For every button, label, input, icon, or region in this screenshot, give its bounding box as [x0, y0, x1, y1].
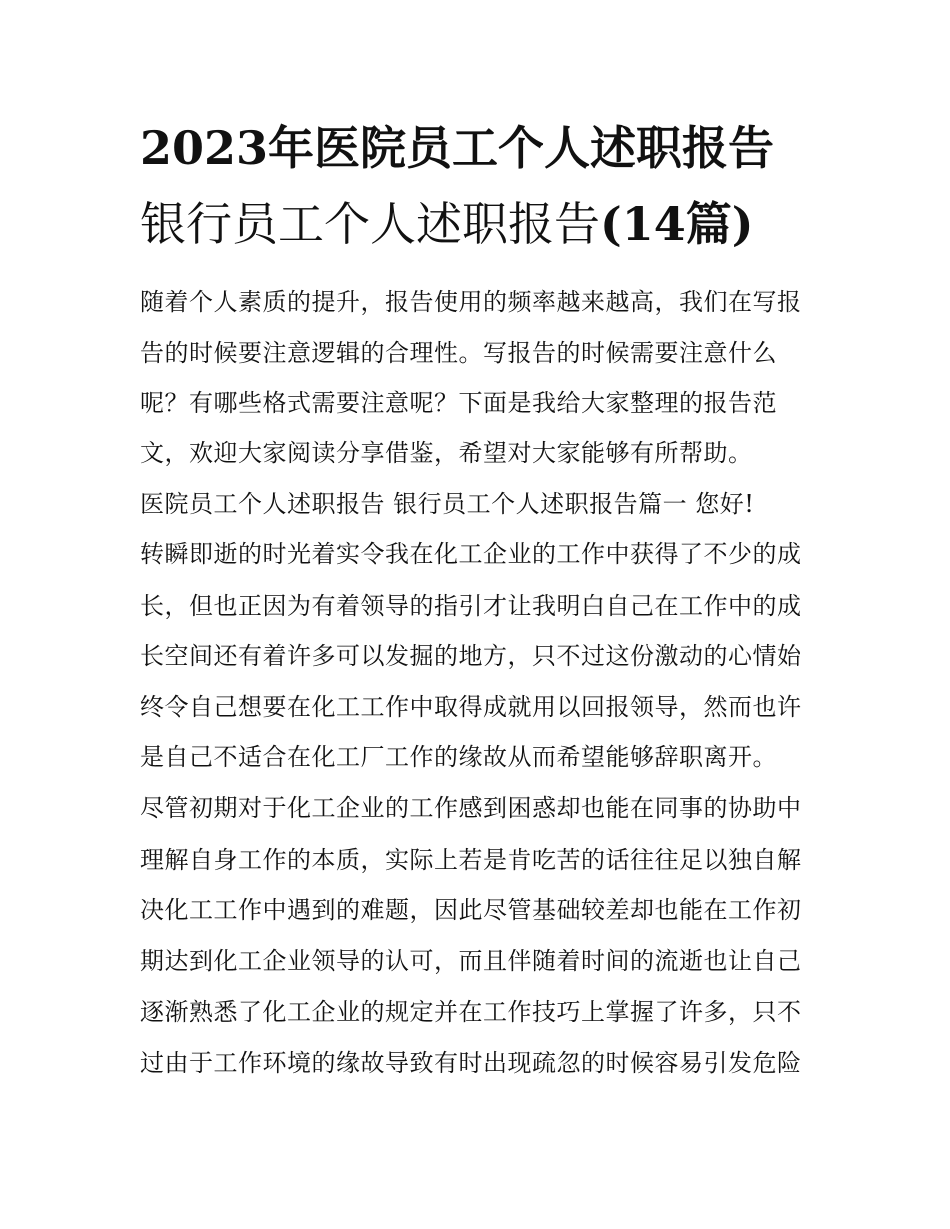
body-line: 过由于工作环境的缘故导致有时出现疏忽的时候容易引发危险 [140, 1049, 802, 1077]
body-line: 期达到化工企业领导的认可，而且伴随着时间的流逝也让自己 [140, 947, 802, 975]
body-line: 告的时候要注意逻辑的合理性。写报告的时候需要注意什么 [140, 339, 777, 367]
body-line: 文，欢迎大家阅读分享借鉴，希望对大家能够有所帮助。 [140, 439, 753, 467]
section-heading-line: 医院员工个人述职报告 银行员工个人述职报告篇一 您好! [140, 490, 755, 518]
document-title-line-2 [140, 196, 820, 252]
body-line: 终令自己想要在化工工作中取得成就用以回报领导，然而也许 [140, 693, 802, 721]
body-line: 转瞬即逝的时光着实令我在化工企业的工作中获得了不少的成 [140, 540, 802, 568]
body-line: 长空间还有着许多可以发掘的地方，只不过这份激动的心情始 [140, 642, 802, 670]
document-title-line-1: 2023年医院员工个人述职报告 [140, 121, 775, 175]
body-line: 尽管初期对于化工企业的工作感到困惑却也能在同事的协助中 [140, 794, 802, 822]
body-line: 呢？有哪些格式需要注意呢？下面是我给大家整理的报告范 [140, 389, 777, 417]
body-line: 逐渐熟悉了化工企业的规定并在工作技巧上掌握了许多，只不 [140, 998, 802, 1026]
body-line: 决化工工作中遇到的难题，因此尽管基础较差却也能在工作初 [140, 896, 802, 924]
document-title-line-2-text: 银行员工个人述职报告 [140, 197, 600, 251]
document-title-count: (14篇) [600, 197, 754, 251]
body-line: 是自己不适合在化工厂工作的缘故从而希望能够辞职离开。 [140, 743, 777, 771]
body-line: 长，但也正因为有着领导的指引才让我明白自己在工作中的成 [140, 592, 802, 620]
body-line: 理解自身工作的本质，实际上若是肯吃苦的话往往足以独自解 [140, 846, 802, 874]
body-line: 随着个人素质的提升，报告使用的频率越来越高，我们在写报 [140, 288, 802, 316]
